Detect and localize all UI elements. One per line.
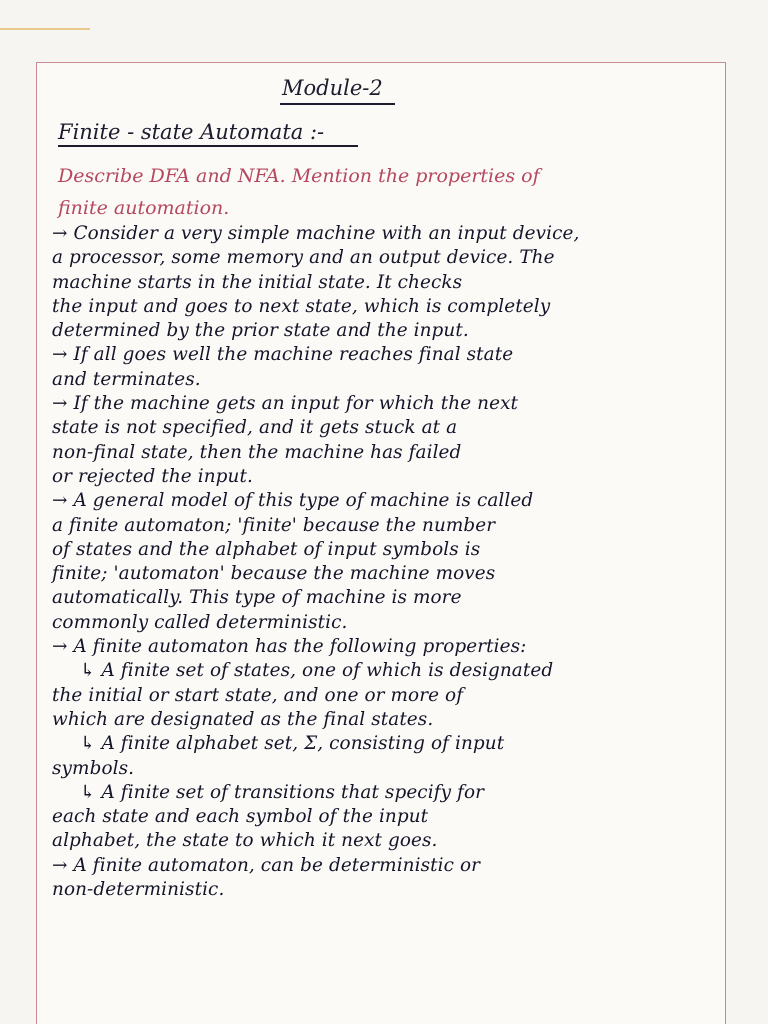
question-line: Describe DFA and NFA. Mention the properties of [58, 165, 540, 187]
note-line: of states and the alphabet of input symbols is [52, 538, 481, 560]
note-line: which are designated as the final states. [52, 708, 434, 730]
note-line: → Consider a very simple machine with an input device, [52, 223, 580, 244]
scan-edge-mark [0, 28, 90, 30]
question-text [58, 160, 718, 224]
note-line: non-deterministic. [52, 879, 225, 901]
note-line: → A finite automaton has the following properties: [52, 636, 527, 658]
page-title: Module-2 [282, 76, 383, 100]
note-line: symbols. [52, 757, 135, 779]
note-line: machine starts in the initial state. It checks [52, 271, 463, 293]
note-line: non-final state, then the machine has failed [52, 441, 462, 463]
note-line: determined by the prior state and the input. [52, 320, 469, 342]
notes-body [52, 222, 732, 902]
title-underline [280, 103, 395, 105]
note-line: → A general model of this type of machine is called [52, 490, 534, 512]
note-line: → If the machine gets an input for which the next [52, 393, 519, 415]
note-line: alphabet, the state to which it next goes. [52, 830, 438, 852]
question-line: finite automation. [58, 197, 230, 219]
heading-underline [58, 145, 358, 147]
note-line: or rejected the input. [52, 465, 253, 487]
note-line: → A finite automaton, can be deterministic or [52, 854, 481, 876]
note-line: commonly called deterministic. [52, 611, 348, 633]
section-heading: Finite - state Automata :- [58, 120, 325, 144]
note-line: the input and goes to next state, which is completely [52, 295, 551, 317]
note-line: automatically. This type of machine is more [52, 587, 462, 609]
note-line: state is not specified, and it gets stuck at a [52, 417, 458, 439]
note-line: ↳ A finite alphabet set, Σ, consisting of input [80, 733, 505, 755]
note-line: the initial or start state, and one or more of [52, 684, 464, 706]
note-line: ↳ A finite set of transitions that specify for [80, 781, 485, 803]
note-line: a processor, some memory and an output device. The [52, 247, 555, 269]
note-line: a finite automaton; 'finite' because the number [52, 514, 496, 536]
note-line: ↳ A finite set of states, one of which is designated [80, 660, 554, 682]
note-line: each state and each symbol of the input [52, 806, 429, 828]
note-line: and terminates. [52, 368, 201, 390]
note-line: → If all goes well the machine reaches final state [52, 344, 514, 366]
note-line: finite; 'automaton' because the machine moves [52, 563, 496, 585]
